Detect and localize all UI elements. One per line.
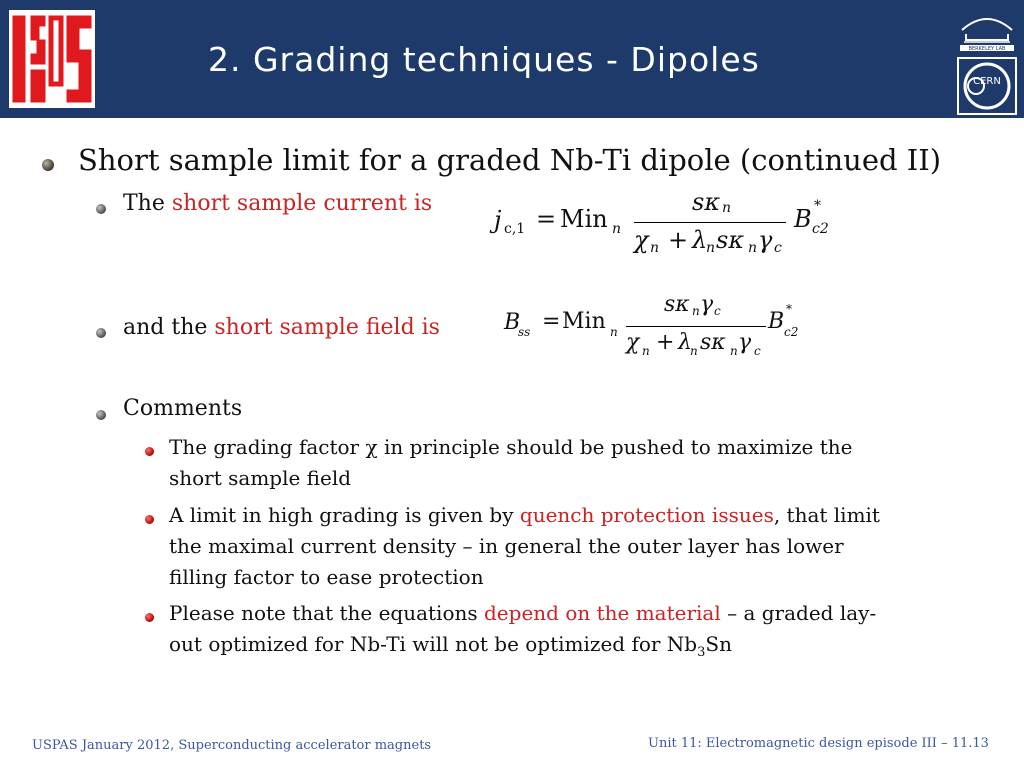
sub-bullet-comments: Comments [123, 396, 243, 421]
svg-text:CERN: CERN [973, 76, 1001, 87]
short-sample-current-equation: j c,1 = Min n sκ n χ n + λ n sκ n γ c B * c2 [494, 188, 829, 256]
short-sample-field-equation: B ss = Min n sκ n γ c χ n + λ n sκ n γ c B * c2 [504, 292, 799, 358]
partner-logos [956, 4, 1018, 116]
comment-grading-factor: The grading factor χ in principle should be pushed to maximize the short sample field [169, 435, 853, 490]
bullet-icon [145, 613, 154, 622]
main-bullet-text: Short sample limit for a graded Nb-Ti dipole (continued II) [78, 143, 942, 177]
bullet-icon [145, 447, 154, 456]
bullet-icon [96, 410, 106, 420]
bullet-icon [145, 515, 154, 524]
fraction-line [626, 326, 766, 327]
footer-unit-page: Unit 11: Electromagnetic design episode III – 11.13 [648, 736, 989, 751]
svg-text:BERKELEY LAB: BERKELEY LAB [968, 46, 1006, 52]
uspas-logo [9, 10, 95, 108]
sub-bullet-field: and the short sample field is [123, 315, 440, 340]
sub-bullet-current: The short sample current is [123, 191, 433, 216]
comment-quench-protection: A limit in high grading is given by quench protection issues, that limit the maximal current density – in general the outer layer has lower filling factor to ease protection [169, 503, 880, 589]
slide-title: 2. Grading techniques - Dipoles [208, 40, 760, 79]
slide-body [0, 118, 1024, 728]
fraction-line [634, 222, 786, 223]
bullet-icon [96, 204, 106, 214]
bullet-icon [96, 328, 106, 338]
footer-course: USPAS January 2012, Superconducting accelerator magnets [32, 738, 432, 753]
comment-material-dependence: Please note that the equations depend on the material – a graded lay- out optimized for Nb-Ti will not be optimized for $Nb_3Sn$ [169, 601, 877, 660]
bullet-icon [42, 159, 54, 171]
header-bar [0, 0, 1024, 118]
berkeley-lab-logo [956, 4, 1018, 116]
